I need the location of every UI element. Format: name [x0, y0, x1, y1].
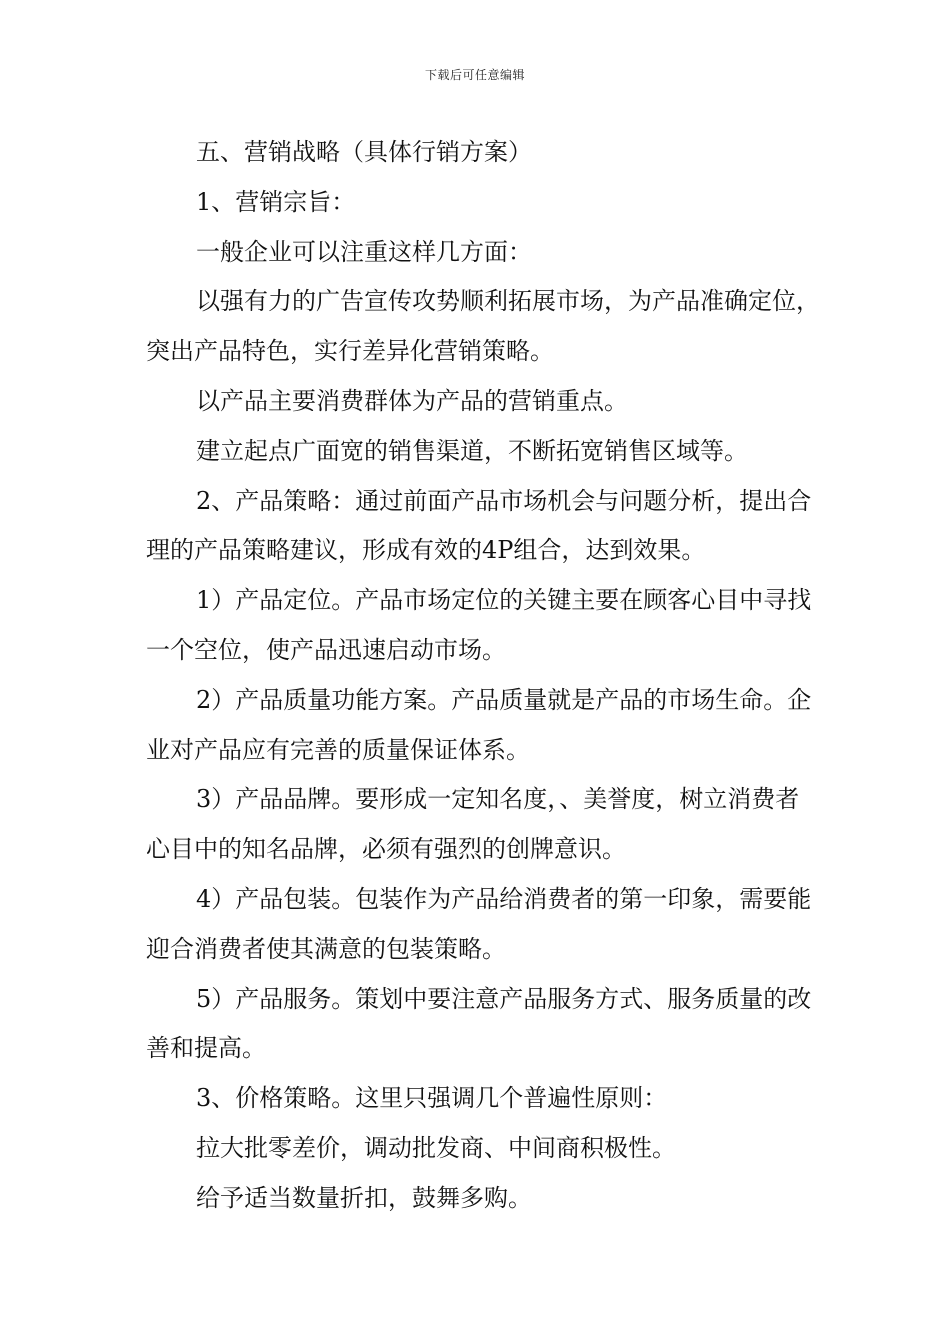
document-body	[146, 128, 822, 1224]
list-item-product-quality: 2）产品质量功能方案。产品质量就是产品的市场生命。企业对产品应有完善的质量保证体系。	[146, 685, 812, 764]
subheading-product-strategy: 2、产品策略：通过前面产品市场机会与问题分析，提出合理的产品策略建议，形成有效的4P组合，达到效果。	[146, 486, 812, 565]
paragraph: 以强有力的广告宣传攻势顺利拓展市场，为产品准确定位，突出产品特色，实行差异化营销策略。	[146, 287, 820, 366]
list-item-product-service: 5）产品服务。策划中要注意产品服务方式、服务质量的改善和提高。	[146, 984, 812, 1063]
list-item-product-packaging: 4）产品包装。包装作为产品给消费者的第一印象，需要能迎合消费者使其满意的包装策略。	[146, 884, 812, 963]
paragraph: 拉大批零差价，调动批发商、中间商积极性。	[196, 1133, 676, 1162]
paragraph: 给予适当数量折扣，鼓舞多购。	[196, 1183, 532, 1212]
list-item-product-brand: 3）产品品牌。要形成一定知名度，、美誉度，树立消费者心目中的知名品牌，必须有强烈的创牌意识。	[146, 785, 800, 864]
paragraph: 以产品主要消费群体为产品的营销重点。	[196, 386, 628, 415]
list-item-product-positioning: 1）产品定位。产品市场定位的关键主要在顾客心目中寻找一个空位，使产品迅速启动市场。	[146, 586, 812, 664]
subheading-marketing-purpose: 1、营销宗旨：	[196, 187, 356, 216]
section-heading-marketing-strategy: 五、营销战略（具体行销方案）	[196, 138, 532, 166]
paragraph: 建立起点广面宽的销售渠道，不断拓宽销售区域等。	[196, 436, 748, 465]
subheading-price-strategy: 3、价格策略。这里只强调几个普遍性原则：	[196, 1084, 668, 1113]
paragraph: 一般企业可以注重这样几方面：	[196, 237, 532, 266]
page-header-note: 下载后可任意编辑	[424, 68, 525, 82]
